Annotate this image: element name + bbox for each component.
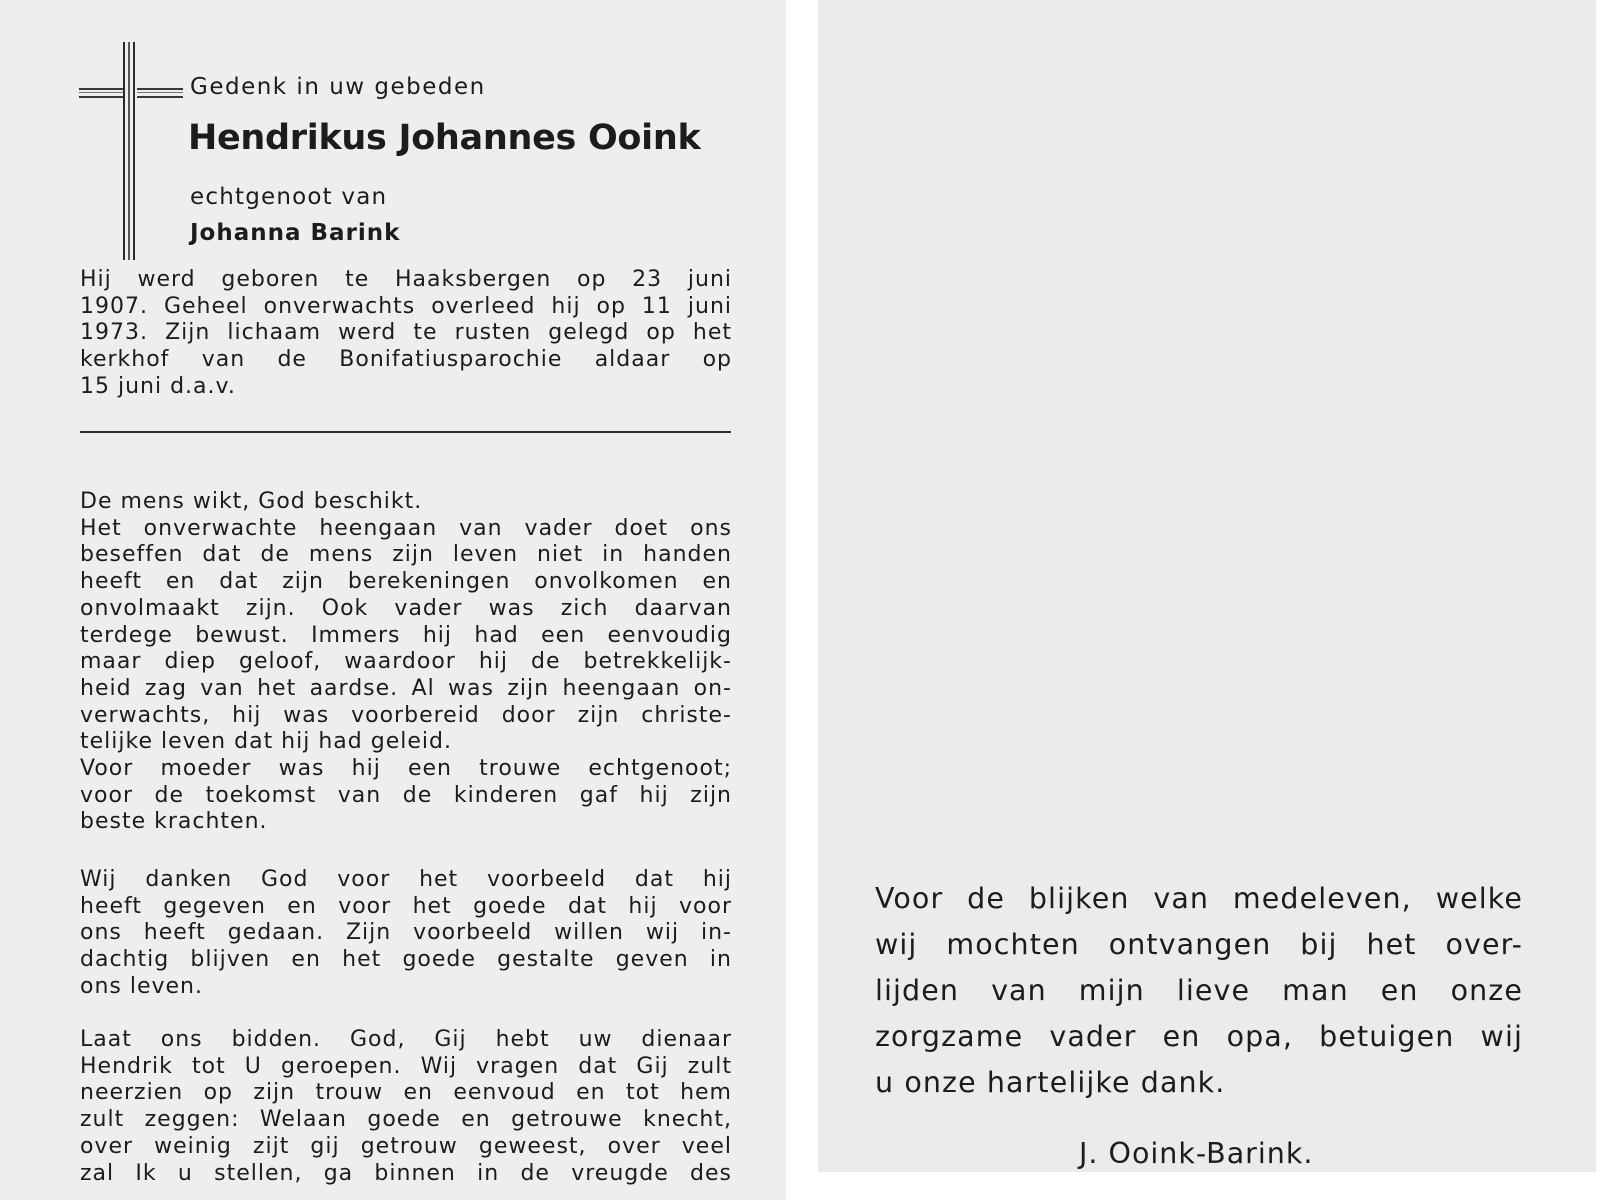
cross-arm-right: [137, 88, 183, 98]
thanks-paragraph: [875, 876, 1523, 1106]
text-line: zorgzame vader en opa, betuigen wij: [875, 1020, 1523, 1053]
text-line: Voor moeder was hij een trouwe echtgenoot;: [80, 756, 732, 782]
text-line: onvolmaakt zijn. Ook vader was zich daarvan: [80, 595, 732, 621]
text-line: zal Ik u stellen, ga binnen in de vreugde des: [80, 1160, 732, 1186]
biography-paragraph: [80, 267, 732, 401]
text-line: Het onverwachte heengaan van vader doet ons: [80, 515, 732, 541]
text-line: verwachts, hij was voorbereid door zijn christe-: [80, 702, 732, 728]
text-line: kerkhof van de Bonifatiusparochie aldaar op: [80, 347, 732, 373]
text-line: ons leven.: [80, 973, 203, 999]
text-line: Hendrik tot U geroepen. Wij vragen dat Gij zult: [80, 1053, 732, 1079]
text-line: Hij werd geboren te Haaksbergen op 23 juni: [80, 267, 732, 292]
text-line: heeft gegeven en voor het goede dat hij voor: [80, 893, 732, 919]
text-line: neerzien op zijn trouw en eenvoud en tot hem: [80, 1080, 732, 1106]
text-line: over weinig zijt gij getrouw geweest, over veel: [80, 1133, 732, 1159]
text-line: u onze hartelijke dank.: [875, 1066, 1226, 1099]
text-line: Voor de blijken van medeleven, welke: [875, 882, 1523, 915]
text-line: 15 juni d.a.v.: [80, 373, 236, 399]
card-heading: Gedenk in uw gebeden: [190, 74, 486, 100]
text-line: beste krachten.: [80, 809, 268, 835]
text-line: voor de toekomst van de kinderen gaf hij zijn: [80, 782, 732, 808]
cross-icon: [123, 42, 135, 260]
text-line: heid zag van het aardse. Al was zijn heengaan on-: [80, 675, 732, 701]
text-line: telijke leven dat hij had geleid.: [80, 729, 452, 755]
text-line: heeft en dat zijn berekeningen onvolkomen en: [80, 569, 732, 595]
text-line: dachtig blijven en het goede gestalte geven in: [80, 947, 732, 973]
text-line: 1973. Zijn lichaam werd te rusten gelegd op het: [80, 320, 732, 346]
text-line: ons heeft gedaan. Zijn voorbeeld willen wij in-: [80, 920, 732, 946]
reflection-paragraph: [80, 489, 732, 836]
spouse-name: Johanna Barink: [190, 220, 401, 246]
gratitude-paragraph: [80, 867, 732, 1001]
memorial-card-back: [818, 0, 1596, 1172]
text-line: Laat ons bidden. God, Gij hebt uw dienaar: [80, 1027, 732, 1052]
text-line: Wij danken God voor het voorbeeld dat hij: [80, 867, 732, 892]
prayer-paragraph: [80, 1027, 732, 1187]
spouse-label: echtgenoot van: [190, 184, 388, 210]
cross-arm-left: [79, 88, 123, 98]
text-line: maar diep geloof, waardoor hij de betrekkelijk-: [80, 649, 732, 675]
divider: [80, 431, 731, 433]
memorial-card-front: [0, 0, 786, 1200]
text-line: 1907. Geheel onverwachts overleed hij op 11 juni: [80, 293, 732, 319]
text-line: lijden van mijn lieve man en onze: [875, 974, 1523, 1007]
signature: J. Ooink-Barink.: [1079, 1137, 1314, 1170]
text-line: beseffen dat de mens zijn leven niet in handen: [80, 542, 732, 568]
text-line: zult zeggen: Welaan goede en getrouwe knecht,: [80, 1107, 732, 1133]
deceased-name: Hendrikus Johannes Ooink: [188, 118, 701, 158]
text-line: terdege bewust. Immers hij had een eenvoudig: [80, 622, 732, 648]
text-line: De mens wikt, God beschikt.: [80, 489, 423, 514]
text-line: wij mochten ontvangen bij het over-: [875, 928, 1523, 961]
